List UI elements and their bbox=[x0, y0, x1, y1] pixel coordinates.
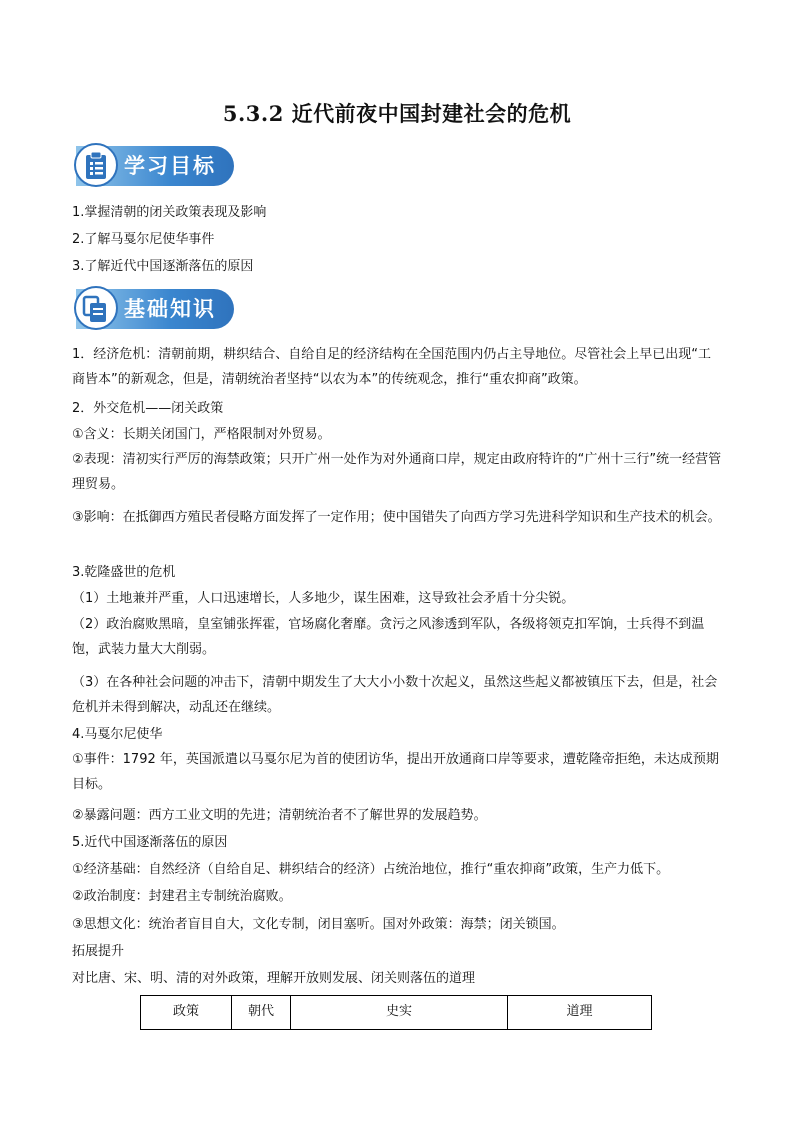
documents-icon bbox=[74, 286, 118, 330]
paragraph: （3）在各种社会问题的冲击下，清朝中期发生了大大小小数十次起义，虽然这些起义都被镇压下去，但是，社会危机并未得到解决，动乱还在继续。 bbox=[72, 675, 718, 715]
section-heading: 4.马戛尔尼使华 bbox=[72, 727, 163, 742]
paragraph: ③影响：在抵御西方殖民者侵略方面发挥了一定作用；使中国错失了向西方学习先进科学知识和生产技术的机会。 bbox=[72, 510, 721, 525]
paragraph: ①事件：1792 年，英国派遣以马戛尔尼为首的使团访华，提出开放通商口岸等要求，遭乾隆帝拒绝，未达成预期目标。 bbox=[72, 752, 719, 792]
comparison-table bbox=[140, 995, 652, 1030]
goals-title: 学习目标 bbox=[124, 154, 216, 178]
paragraph: ②暴露问题：西方工业文明的先进；清朝统治者不了解世界的发展趋势。 bbox=[72, 808, 487, 823]
goal-item: 3.了解近代中国逐渐落伍的原因 bbox=[72, 259, 254, 274]
section-heading: 5.近代中国逐渐落伍的原因 bbox=[72, 835, 228, 850]
table-header-cell: 政策 bbox=[141, 996, 232, 1030]
clipboard-icon bbox=[74, 143, 118, 187]
section-heading: 拓展提升 bbox=[72, 944, 125, 959]
paragraph: 对比唐、宋、明、清的对外政策，理解开放则发展、闭关则落伍的道理 bbox=[72, 971, 476, 986]
paragraph: ②表现：清初实行严厉的海禁政策；只开广州一处作为对外通商口岸，规定由政府特许的“广州十三行”统一经营管理贸易。 bbox=[72, 452, 722, 492]
paragraph: ①经济基础：自然经济（自给自足、耕织结合的经济）占统治地位，推行“重农抑商”政策，生产力低下。 bbox=[72, 862, 670, 877]
paragraph: ①含义：长期关闭国门，严格限制对外贸易。 bbox=[72, 427, 331, 442]
goal-item: 2.了解马戛尔尼使华事件 bbox=[72, 232, 215, 247]
table-header-cell: 道理 bbox=[508, 996, 652, 1030]
paragraph: 1．经济危机：清朝前期，耕织结合、自给自足的经济结构在全国范围内仍占主导地位。尽管社会上早已出现“工商皆本”的新观念，但是，清朝统治者坚持“以农为本”的传统观念，推行“重农抑商”政策。 bbox=[72, 347, 712, 387]
paragraph: ③思想文化：统治者盲目自大，文化专制，闭目塞听。国对外政策：海禁；闭关锁国。 bbox=[72, 917, 565, 932]
page-title: 5.3.2 近代前夜中国封建社会的危机 bbox=[222, 101, 572, 126]
table-header-row bbox=[141, 996, 652, 1030]
section-heading: 2．外交危机——闭关政策 bbox=[72, 401, 224, 416]
paragraph: （2）政治腐败黑暗，皇室铺张挥霍，官场腐化奢靡。贪污之风渗透到军队，各级将领克扣军饷，士兵得不到温饱，武装力量大大削弱。 bbox=[72, 617, 705, 657]
basics-title: 基础知识 bbox=[124, 297, 216, 321]
paragraph: ②政治制度：封建君主专制统治腐败。 bbox=[72, 889, 292, 904]
basics-banner bbox=[76, 289, 234, 329]
table-header-cell: 史实 bbox=[291, 996, 508, 1030]
goal-item: 1.掌握清朝的闭关政策表现及影响 bbox=[72, 205, 267, 220]
table-header-cell: 朝代 bbox=[232, 996, 291, 1030]
paragraph: （1）土地兼并严重，人口迅速增长，人多地少，谋生困难，这导致社会矛盾十分尖锐。 bbox=[72, 591, 575, 606]
goals-banner bbox=[76, 146, 234, 186]
section-heading: 3.乾隆盛世的危机 bbox=[72, 565, 176, 580]
